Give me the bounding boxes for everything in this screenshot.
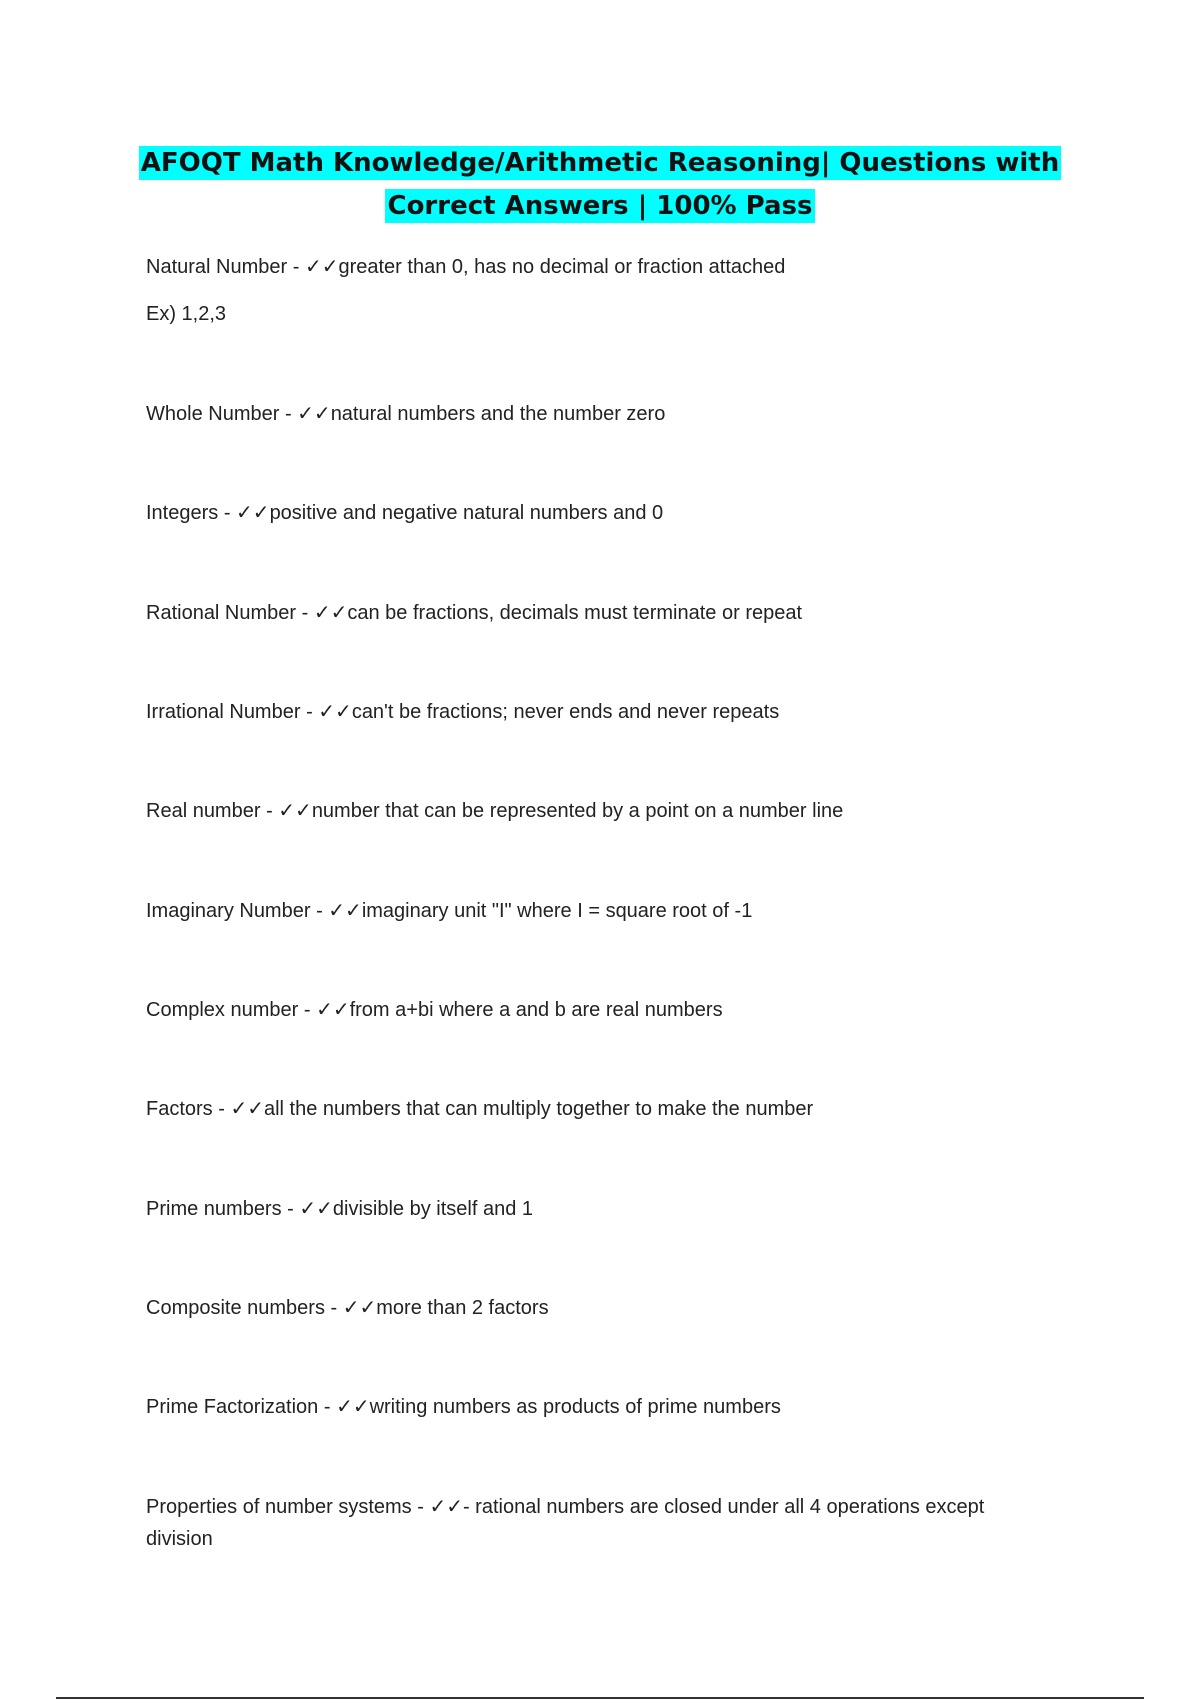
entry-term: Rational Number <box>146 602 297 624</box>
double-check-icon: ✓✓ <box>304 254 339 278</box>
qa-entry-rational-number <box>146 596 1046 629</box>
entry-definition: - rational numbers are closed under all 4 operations except division <box>146 1496 990 1550</box>
entry-definition: writing numbers as products of prime numbers <box>369 1396 781 1418</box>
entry-term: Factors <box>146 1098 213 1120</box>
double-check-icon: ✓✓ <box>336 1394 370 1418</box>
entry-separator: - <box>281 1198 300 1220</box>
entry-term: Prime Factorization <box>146 1396 319 1418</box>
entry-term: Whole Number <box>146 403 280 425</box>
entry-definition: can be fractions, decimals must terminate or repeat <box>347 602 803 624</box>
entry-separator: - <box>300 701 319 723</box>
entry-term: Prime numbers <box>146 1198 282 1220</box>
entry-term: Irrational Number <box>146 701 301 723</box>
double-check-icon: ✓✓ <box>230 1096 264 1120</box>
double-check-icon: ✓✓ <box>313 600 348 624</box>
entry-separator: - <box>279 403 298 425</box>
entry-separator: - <box>296 602 314 624</box>
double-check-icon: ✓✓ <box>236 500 270 524</box>
qa-entry-irrational-number <box>146 695 1046 728</box>
entry-definition: divisible by itself and 1 <box>332 1198 534 1220</box>
double-check-icon: ✓✓ <box>342 1295 377 1319</box>
double-check-icon: ✓✓ <box>328 898 362 922</box>
qa-entry-factors <box>146 1092 1046 1125</box>
entry-separator: - <box>310 900 329 922</box>
entry-definition: number that can be represented by a point on a number line <box>311 800 844 822</box>
entry-definition: from a+bi where a and b are real numbers <box>349 999 723 1021</box>
entry-definition: positive and negative natural numbers and 0 <box>269 502 664 524</box>
entry-term: Integers <box>146 502 219 524</box>
double-check-icon: ✓✓ <box>299 1196 333 1220</box>
qa-entry-properties-of-number-systems <box>146 1490 1026 1555</box>
entry-definition: more than 2 factors <box>376 1297 549 1319</box>
entry-separator: - <box>260 800 279 822</box>
entry-separator: - <box>298 999 317 1021</box>
entry-separator: - <box>324 1297 343 1319</box>
entry-term: Real number <box>146 800 261 822</box>
entry-separator: - <box>218 502 237 524</box>
qa-entry-natural-number <box>146 250 1046 283</box>
entry-term: Natural Number <box>146 256 288 278</box>
title-line-1: AFOQT Math Knowledge/Arithmetic Reasoning| Questions with <box>140 148 1060 178</box>
qa-entry-whole-number <box>146 397 1046 430</box>
entry-example: Ex) 1,2,3 <box>146 303 227 325</box>
qa-entry-prime-numbers <box>146 1192 1046 1225</box>
qa-entry-complex-number <box>146 993 1046 1026</box>
entry-term: Complex number <box>146 999 299 1021</box>
double-check-icon: ✓✓ <box>316 997 350 1021</box>
qa-entry-prime-factorization <box>146 1390 1046 1423</box>
qa-entry-composite-numbers <box>146 1291 1046 1324</box>
qa-entry-real-number <box>146 794 1046 827</box>
entry-definition: can't be fractions; never ends and never repeats <box>351 701 780 723</box>
qa-entry-imaginary-number <box>146 894 1046 927</box>
entry-definition: greater than 0, has no decimal or fraction attached <box>338 256 786 278</box>
qa-entry-integers <box>146 496 1046 529</box>
entry-definition: natural numbers and the number zero <box>330 403 666 425</box>
entry-term: Properties of number systems <box>146 1496 412 1518</box>
entry-term: Imaginary Number <box>146 900 311 922</box>
double-check-icon: ✓✓ <box>429 1494 463 1518</box>
entry-separator: - <box>318 1396 337 1418</box>
double-check-icon: ✓✓ <box>318 699 352 723</box>
entry-separator: - <box>287 256 305 278</box>
entry-definition: imaginary unit "I" where I = square root of -1 <box>361 900 753 922</box>
title-line-2: Correct Answers | 100% Pass <box>387 191 813 221</box>
document-title <box>120 142 1080 228</box>
entry-separator: - <box>411 1496 430 1518</box>
footer-divider <box>56 1697 1144 1699</box>
entry-definition: all the numbers that can multiply together to make the number <box>263 1098 814 1120</box>
double-check-icon: ✓✓ <box>297 401 331 425</box>
entry-separator: - <box>212 1098 231 1120</box>
entry-term: Composite numbers <box>146 1297 325 1319</box>
double-check-icon: ✓✓ <box>278 798 312 822</box>
